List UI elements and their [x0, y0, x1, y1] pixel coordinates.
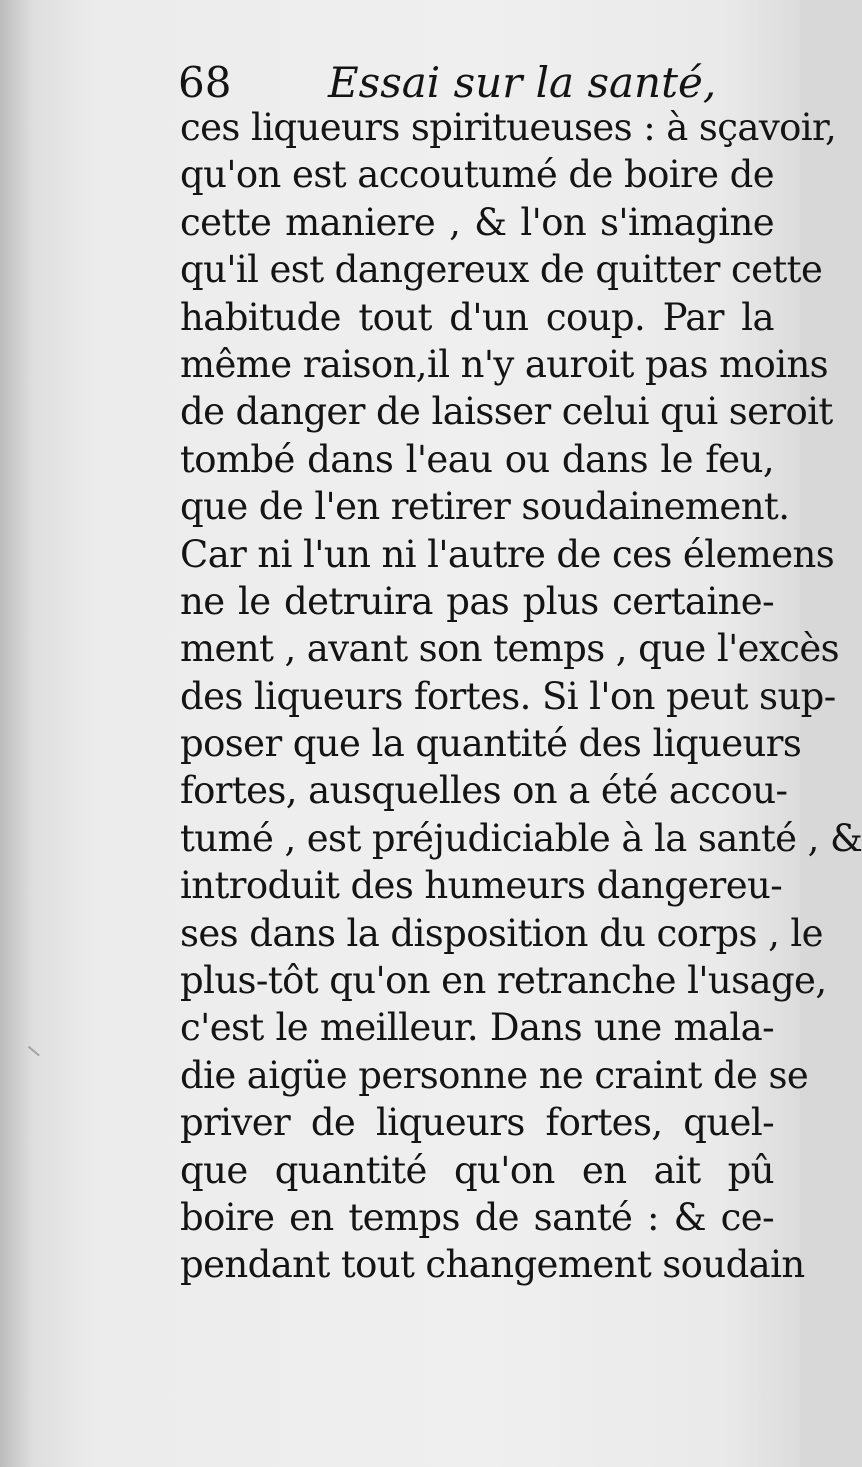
text-line: fortes, ausquelles on a été accou- [180, 769, 788, 813]
text-line: priver de liqueurs fortes, quel- [180, 1101, 774, 1145]
text-line: tombé dans l'eau ou dans le feu, [180, 437, 774, 481]
text-line: Car ni l'un ni l'autre de ces élemens [180, 532, 835, 576]
text-line: même raison,il n'y auroit pas moins [180, 342, 829, 386]
text-line: qu'on est accoutumé de boire de [180, 153, 774, 197]
text-line: ne le detruira pas plus certaine- [180, 579, 774, 623]
running-title: Essai sur la santé, [328, 58, 717, 107]
text-line: c'est le meilleur. Dans une mala- [180, 1006, 774, 1050]
text-line: boire en temps de santé : & ce- [180, 1195, 774, 1239]
text-line: cette maniere , & l'on s'imagine [180, 200, 774, 244]
running-head [168, 58, 768, 108]
text-line: ment , avant son temps , que l'excès [180, 627, 840, 671]
page-number: 68 [178, 58, 232, 107]
body-text [180, 104, 862, 1289]
text-line: ses dans la disposition du corps , le [180, 911, 823, 955]
text-line: que quantité qu'on en ait pû [180, 1148, 774, 1192]
text-line: plus-tôt qu'on en retranche l'usage, [180, 959, 827, 1003]
text-line: habitude tout d'un coup. Par la [180, 295, 774, 339]
ink-mark [28, 1034, 50, 1057]
text-line: que de l'en retirer soudainement. [180, 485, 790, 529]
text-line: introduit des humeurs dangereu- [180, 864, 783, 908]
text-line: qu'il est dangereux de quitter cette [180, 248, 823, 292]
text-line: tumé , est préjudiciable à la santé , & [180, 816, 862, 860]
text-line: pendant tout changement soudain [180, 1243, 805, 1287]
text-line: de danger de laisser celui qui seroit [180, 390, 833, 434]
text-line: poser que la quantité des liqueurs [180, 722, 802, 766]
text-line: ces liqueurs spiritueuses : à sçavoir, [180, 106, 837, 149]
text-line: des liqueurs fortes. Si l'on peut sup- [180, 674, 836, 718]
text-line: die aigüe personne ne craint de se [180, 1053, 809, 1097]
